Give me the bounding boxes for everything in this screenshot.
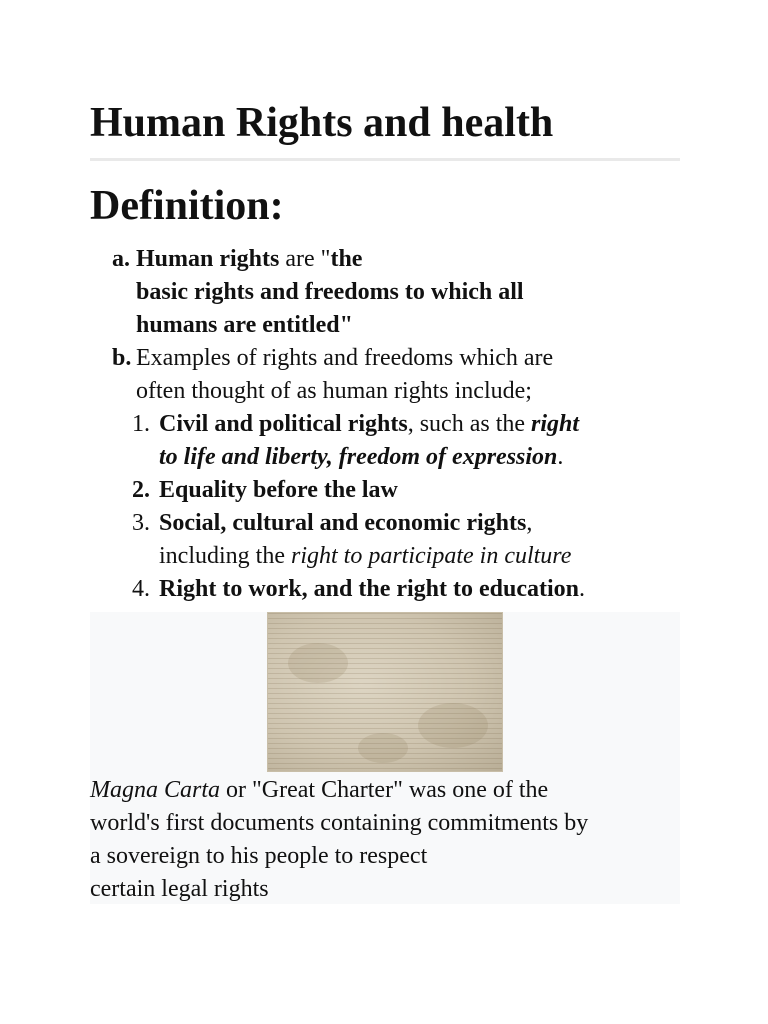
list-marker-a: a.	[112, 246, 130, 272]
numbered-item-1	[90, 408, 680, 441]
numbered-item-4	[90, 573, 680, 606]
definition-list	[90, 243, 680, 606]
list-item-b-continued	[90, 375, 680, 408]
caption-line-3: a sovereign to his people to respect	[90, 843, 428, 869]
examples-line-1: Examples of rights and freedoms which are	[136, 345, 554, 371]
caption-line-1	[90, 774, 680, 807]
life-liberty-expression: to life and liberty, freedom of expression	[159, 444, 558, 470]
numbered-item-3-continued	[90, 540, 680, 573]
numbered-marker-2: 2.	[132, 477, 150, 503]
quote-line-1: the	[330, 246, 363, 272]
parchment-stain	[358, 733, 408, 763]
list-item-a-continued	[90, 309, 680, 342]
comma: ,	[526, 510, 533, 536]
parchment-stain	[418, 703, 488, 748]
caption-line-4: certain legal rights	[90, 876, 269, 902]
participate-in-culture: right to participate in culture	[290, 543, 572, 569]
numbered-item-3	[90, 507, 680, 540]
list-marker-b: b.	[112, 345, 132, 371]
caption-line-2: world's first documents containing commitments by	[90, 810, 589, 836]
period: .	[557, 444, 564, 470]
magna-carta-image	[267, 612, 503, 772]
such-as-text: , such as the	[407, 411, 532, 437]
image-caption	[90, 774, 680, 906]
work-and-education: Right to work, and the right to education	[159, 576, 580, 602]
section-heading: Definition:	[90, 183, 284, 229]
human-rights-term: Human rights	[136, 246, 280, 272]
list-item-a	[90, 243, 680, 276]
social-cultural-economic-rights: Social, cultural and economic rights	[159, 510, 527, 536]
list-item-b	[90, 342, 680, 375]
connector-text: are "	[279, 246, 331, 272]
numbered-marker-4: 4.	[132, 576, 150, 602]
image-caption-box	[90, 612, 680, 904]
list-item-a-continued	[90, 276, 680, 309]
quote-line-2: basic rights and freedoms to which all	[136, 279, 524, 305]
examples-line-2: often thought of as human rights include;	[136, 378, 532, 404]
page-title: Human Rights and health	[90, 100, 554, 146]
numbered-marker-1: 1.	[132, 411, 150, 437]
caption-line-1-rest: or "Great Charter" was one of the	[220, 777, 549, 803]
quote-line-3: humans are entitled"	[136, 312, 353, 338]
magna-carta-title: Magna Carta	[90, 777, 221, 803]
civil-political-rights: Civil and political rights	[159, 411, 408, 437]
period: .	[579, 576, 586, 602]
title-divider	[90, 158, 680, 161]
right-text: right	[531, 411, 580, 437]
including-text: including the	[159, 543, 291, 569]
equality-before-law: Equality before the law	[159, 477, 398, 503]
numbered-item-1-continued	[90, 441, 680, 474]
parchment-stain	[288, 643, 348, 683]
numbered-item-2	[90, 474, 680, 507]
numbered-marker-3: 3.	[132, 510, 150, 536]
